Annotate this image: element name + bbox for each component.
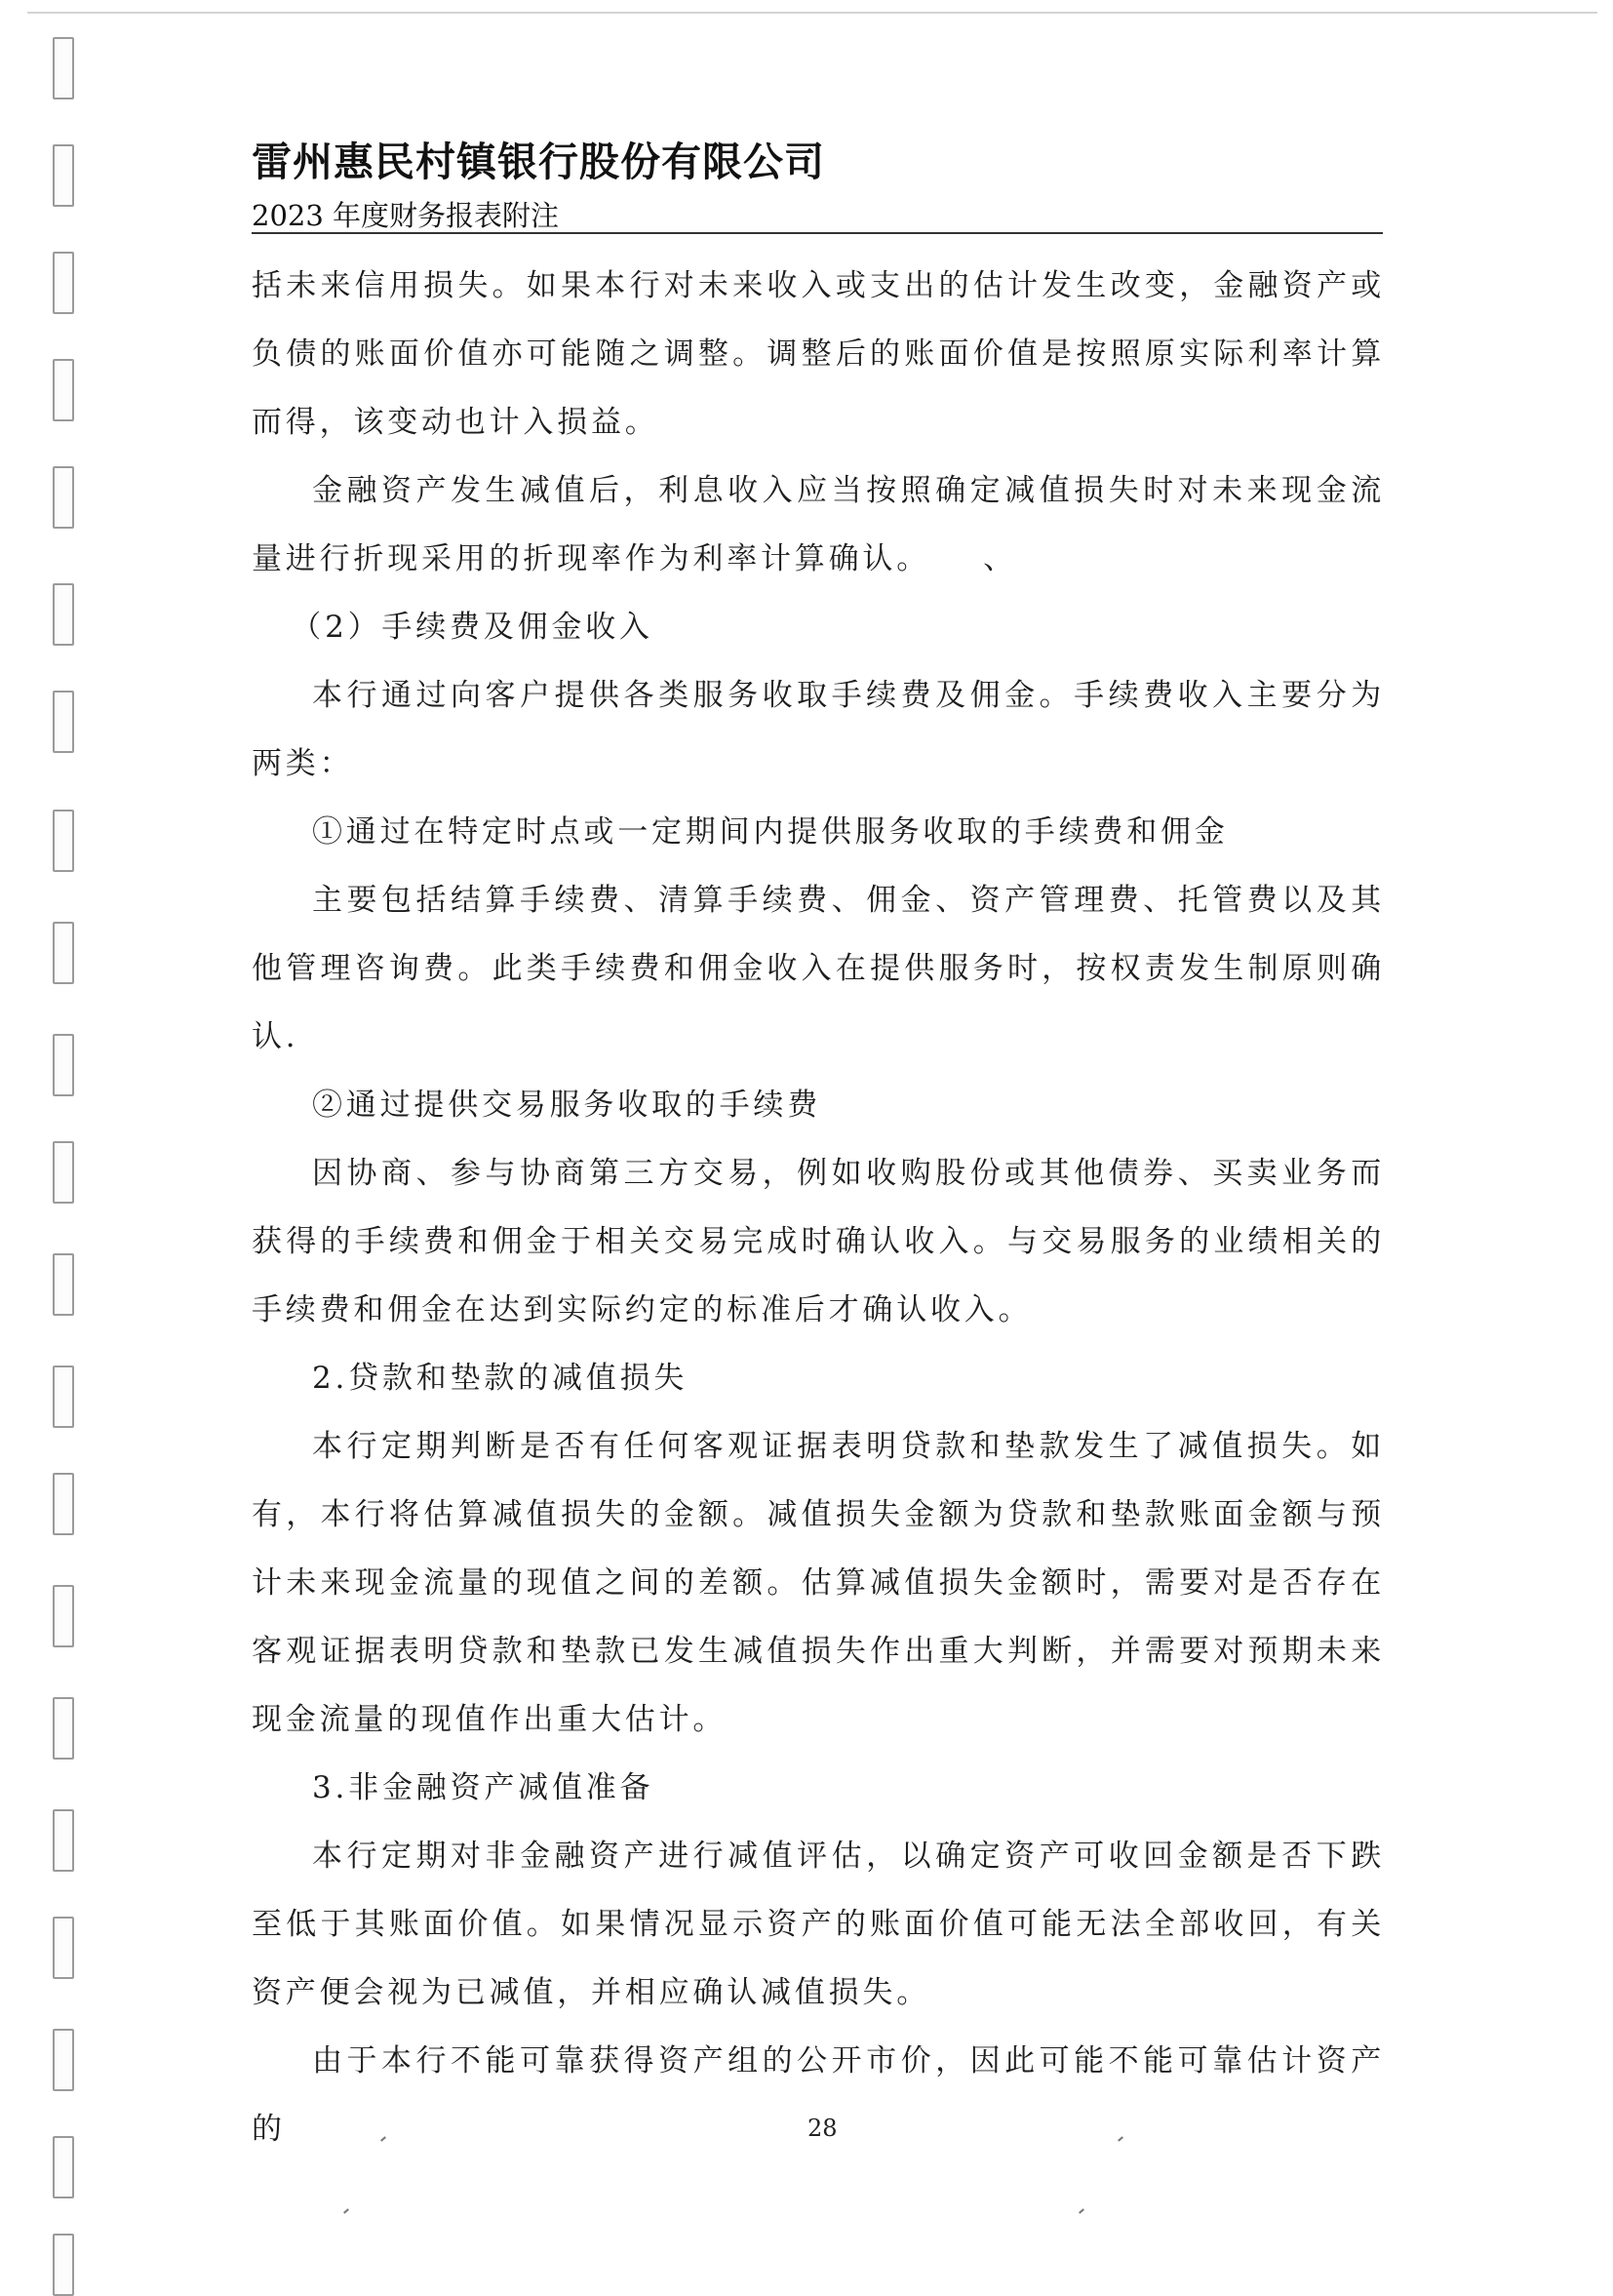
paragraph: 括未来信用损失。如果本行对未来收入或支出的估计发生改变，金融资产或负债的账面价值亦可能随之调整。调整后的账面价值是按照原实际利率计算而得，该变动也计入损益。 xyxy=(252,268,1385,440)
paragraph: 因协商、参与协商第三方交易，例如收购股份或其他债券、买卖业务而获得的手续费和佣金于相关交易完成时确认收入。与交易服务的业绩相关的手续费和佣金在达到实际约定的标准后才确认收入。 xyxy=(252,1156,1385,1327)
report-subtitle: 2023 年度财务报表附注 xyxy=(252,199,560,232)
document-body xyxy=(252,252,1385,2163)
paragraph: 主要包括结算手续费、清算手续费、佣金、资产管理费、托管费以及其他管理咨询费。此类手续费和佣金收入在提供服务时，按权责发生制原则确认. xyxy=(252,883,1385,1054)
binding-hole xyxy=(53,144,74,207)
binding-hole xyxy=(53,922,74,984)
section-heading: 3.非金融资产减值准备 xyxy=(312,1770,654,1805)
binding-hole xyxy=(53,583,74,646)
binding-hole xyxy=(53,359,74,421)
binding-hole xyxy=(53,1809,74,1872)
paragraph: 本行定期对非金融资产进行减值评估，以确定资产可收回金额是否下跌至低于其账面价值。如果情况显示资产的账面价值可能无法全部收回，有关资产便会视为已减值，并相应确认减值损失。 xyxy=(252,1839,1385,2010)
binding-hole xyxy=(53,2136,74,2198)
binding-hole xyxy=(53,1917,74,1979)
scan-speck xyxy=(343,2208,349,2213)
company-name: 雷州惠民村镇银行股份有限公司 xyxy=(252,139,825,185)
paragraph: 由于本行不能可靠获得资产组的公开市价，因此可能不能可靠估计资产的 xyxy=(252,2043,1385,2147)
binding-holes xyxy=(49,0,88,2282)
paragraph: 本行通过向客户提供各类服务收取手续费及佣金。手续费收入主要分为两类： xyxy=(252,678,1385,781)
binding-hole xyxy=(53,810,74,872)
section-heading: （2）手续费及佣金收入 xyxy=(291,610,653,645)
header-divider xyxy=(252,232,1383,234)
paragraph: 本行定期判断是否有任何客观证据表明贷款和垫款发生了减值损失。如有，本行将估算减值损失的金额。减值损失金额为贷款和垫款账面金额与预计未来现金流量的现值之间的差额。估算减值损失金额时，需要对是否存在客观证据表明贷款和垫款已发生减值损失作出重大判断，并需要对预期未来现金流量的现值作出重大估计。 xyxy=(252,1429,1385,1737)
section-heading: 2.贷款和垫款的减值损失 xyxy=(312,1361,688,1396)
binding-hole xyxy=(53,37,74,99)
list-heading: ②通过提供交易服务收取的手续费 xyxy=(312,1088,821,1123)
binding-hole xyxy=(53,1366,74,1428)
binding-hole xyxy=(53,1585,74,1647)
binding-hole xyxy=(53,691,74,753)
binding-hole xyxy=(53,1473,74,1535)
list-heading: ①通过在特定时点或一定期间内提供服务收取的手续费和佣金 xyxy=(312,814,1229,850)
binding-hole xyxy=(53,1697,74,1760)
binding-hole xyxy=(53,2029,74,2091)
binding-hole xyxy=(53,466,74,529)
binding-hole xyxy=(53,252,74,314)
binding-hole xyxy=(53,2234,74,2296)
paragraph: 金融资产发生减值后，利息收入应当按照确定减值损失时对未来现金流量进行折现采用的折现率作为利率计算确认。 、 xyxy=(252,473,1385,576)
page-number: 28 xyxy=(807,2115,838,2142)
binding-hole xyxy=(53,1253,74,1316)
scan-speck xyxy=(1079,2208,1084,2213)
scan-top-edge xyxy=(27,12,1597,14)
binding-hole xyxy=(53,1141,74,1204)
binding-hole xyxy=(53,1034,74,1096)
